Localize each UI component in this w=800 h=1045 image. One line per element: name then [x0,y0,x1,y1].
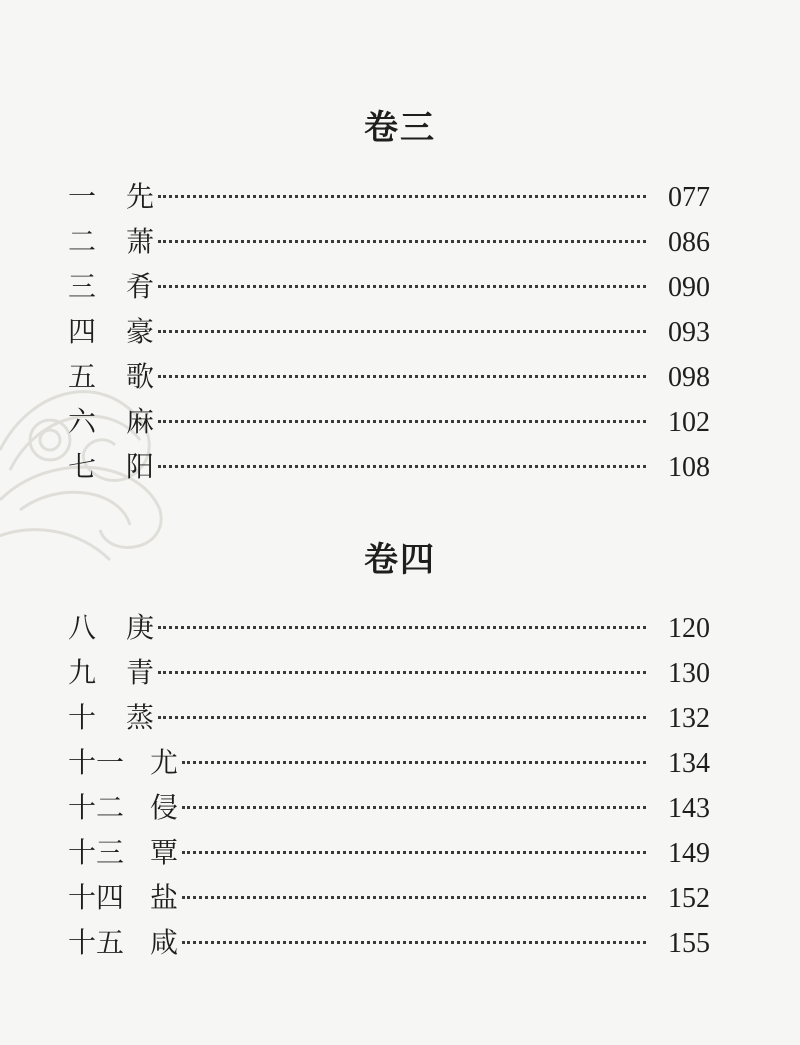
entry-title: 萧 [126,225,155,258]
dot-leader [158,626,646,629]
dot-leader [182,896,646,899]
dot-leader [158,240,646,243]
entry-page-number: 090 [668,272,710,303]
entry-number: 十 [68,701,97,734]
toc-entry[interactable] [68,174,710,219]
toc-entry[interactable] [68,785,710,830]
entry-number: 五 [68,360,97,393]
toc-entry[interactable] [68,399,710,444]
toc-entry[interactable] [68,264,710,309]
entry-number: 十五 [68,926,125,959]
entry-number: 十四 [68,881,125,914]
entry-page-number: 143 [668,793,710,824]
dot-leader [158,285,646,288]
entry-number: 十一 [68,746,125,779]
entry-page-number: 102 [668,407,710,438]
toc-entry[interactable] [68,354,710,399]
dot-leader [158,465,646,468]
dot-leader [158,716,646,719]
entry-page-number: 077 [668,182,710,213]
dot-leader [158,671,646,674]
section-heading-juan-4: 卷四 [364,540,436,580]
entry-page-number: 108 [668,452,710,483]
dot-leader [182,761,646,764]
toc-list-juan-3 [68,174,710,489]
toc-entry[interactable] [68,444,710,489]
entry-number: 十二 [68,791,125,824]
entry-page-number: 093 [668,317,710,348]
entry-title: 侵 [150,791,179,824]
toc-entry[interactable] [68,605,710,650]
entry-page-number: 120 [668,613,710,644]
entry-number: 九 [68,656,97,689]
entry-title: 麻 [126,405,155,438]
toc-list-juan-4 [68,605,710,965]
entry-number: 八 [68,611,97,644]
dot-leader [158,420,646,423]
dot-leader [182,941,646,944]
entry-number: 七 [68,450,97,483]
toc-entry[interactable] [68,920,710,965]
entry-title: 豪 [126,315,155,348]
entry-number: 二 [68,225,97,258]
dot-leader [158,195,646,198]
entry-title: 青 [126,656,155,689]
toc-entry[interactable] [68,650,710,695]
toc-entry[interactable] [68,309,710,354]
entry-title: 蒸 [126,701,155,734]
entry-number: 一 [68,180,97,213]
entry-title: 先 [126,180,155,213]
entry-page-number: 155 [668,928,710,959]
dot-leader [182,806,646,809]
entry-title: 咸 [150,926,179,959]
entry-title: 庚 [126,611,155,644]
toc-entry[interactable] [68,219,710,264]
entry-number: 十三 [68,836,125,869]
entry-number: 六 [68,405,97,438]
dot-leader [182,851,646,854]
toc-entry[interactable] [68,740,710,785]
entry-title: 覃 [150,836,179,869]
section-heading-juan-3: 卷三 [364,108,436,148]
entry-page-number: 086 [668,227,710,258]
entry-page-number: 149 [668,838,710,869]
entry-page-number: 152 [668,883,710,914]
entry-title: 尤 [150,746,179,779]
dot-leader [158,375,646,378]
toc-entry[interactable] [68,695,710,740]
entry-page-number: 130 [668,658,710,689]
entry-title: 阳 [126,450,155,483]
entry-page-number: 134 [668,748,710,779]
entry-title: 盐 [150,881,179,914]
entry-page-number: 132 [668,703,710,734]
entry-page-number: 098 [668,362,710,393]
toc-entry[interactable] [68,830,710,875]
entry-number: 四 [68,315,97,348]
entry-number: 三 [68,270,97,303]
entry-title: 肴 [126,270,155,303]
entry-title: 歌 [126,360,155,393]
dot-leader [158,330,646,333]
toc-entry[interactable] [68,875,710,920]
